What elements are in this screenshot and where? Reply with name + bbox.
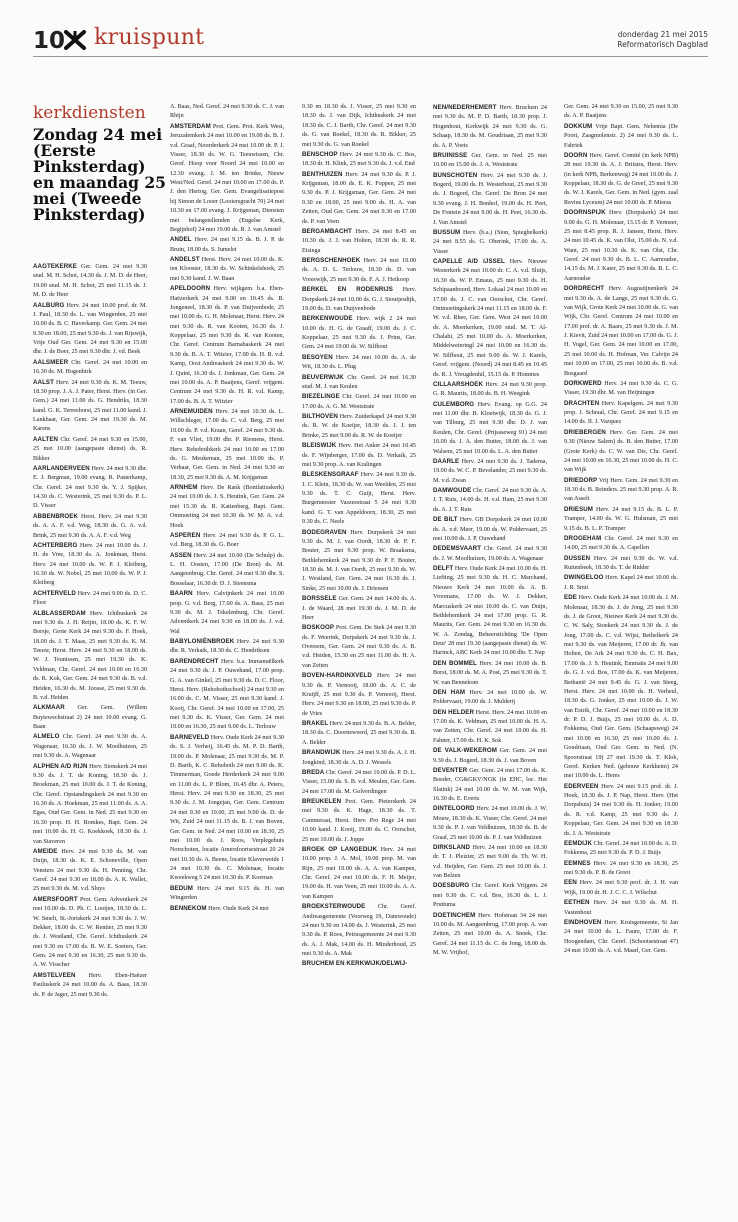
place-name: ACHTERBERG [33, 541, 78, 549]
listing-entry [433, 257, 547, 380]
listing-entry [564, 505, 678, 534]
listing-entry [302, 671, 416, 719]
place-name: ANDEL [170, 236, 192, 244]
place-name: BREUKELEN [302, 798, 342, 805]
place-name: ALMELO [33, 733, 60, 741]
service-details: Herv. 24 mei 9.30 ds. J. Bogerd, 19.00 ds. H. Westerhout, 25 mei 9.30 ds. J. Bogerd, Chr. Geref. De Bron 24 mei 9.30 evang. J. H. Bonhof, 19.00 ds. H. Peet, De Fontein 24 mei 9.00 ds. H. Peet, 16.30 ds. J. Van Amstel [433, 172, 547, 226]
listing-column-3 [302, 103, 416, 1063]
service-details: Herv. Kapel 24 mei 10.00 ds. J. R. Smit [564, 575, 678, 591]
service-details: Herv. Dorpskerk 24 mei 9.30 ds. M. J. van Oordt, 18.30 dr. P. F. Bouter, 25 mei 9.30 prop. W. Braaksma, Bethlehemkerk 24 mei 9.30 dr. P. F. Bouter, 18.30 ds. M. J. van Oordt, 25 mei 9.30 ds. W. J. Westland, Ger. Gem. 24 mei 16.30 ds. J. Sinke, 25 mei 10.00 ds. J. Driessen [302, 529, 416, 592]
service-details: Herv. 24 mei 9.30 ds. M. van Duijn, 18.30 ds. K. E. Schoneville, Open Vensters 24 mei 9.30 ds. H. Penning, Chr. Geref. 24 mei 9.30 en 18.00 ds. A. K. Wallet, 25 mei 9.30 ds. M. v.d. Sluys [33, 848, 147, 893]
place-name: BROEK OP LANGEDIJK [302, 845, 378, 853]
place-name: BILTHOVEN [302, 413, 338, 420]
listing-entry [170, 884, 284, 904]
service-details: Herv. 24 mei 9.30 prof. dr. J. H. van Wijk, 19.00 dr. H. J. C. C. J. Wilschut [564, 880, 678, 896]
service-details: Herv. 24 mei 9.30 ds. A. J. H. Jongkind, 18.30 ds. A. D. J. Wessels [302, 750, 416, 766]
listing-entry [302, 748, 416, 768]
listing-entry [433, 659, 547, 688]
place-name: AMSTELVEEN [33, 971, 76, 979]
place-name: DEN BOMMEL [433, 659, 477, 667]
place-name: CAPELLE A/D IJSSEL [433, 258, 505, 265]
service-details: Chr. Geref. 24 mei 9.30 ds. J. W. Moolhuizen, 19.00 ds. A. Wagenaar [433, 546, 547, 562]
listing-column-5 [564, 103, 678, 1063]
listing-entry [564, 782, 678, 839]
service-details: Herv. Dorpskerk 24 mei 10.00 ds. G. J. Stoutjesdijk, 19.00 ds. D. van Duijvenbode [302, 287, 416, 312]
place-name: EEMNES [564, 859, 591, 867]
listing-entry [433, 544, 547, 564]
listing-entry [433, 746, 547, 766]
cross-logo-icon [64, 30, 86, 50]
service-details: Herst. Herv. 24 mei 10.00 ds. K. ten Klooster, 18.30 ds. W. Schinkelshoek, 25 mei 9.30 kand. J. W. Baan [170, 257, 284, 282]
service-details: Herv. 24 mei 10.30 ds. L. Willschleger, 17.00 ds. C. v.d. Berg, 25 mei 10.00 ds. P. v.d. Kraan, Geref. 24 mei 9.30 ds. F. van Vliet, 19.00 dhr. P. Riemens, Herst. Herv. Rehobothkerk 24 mei 10.00 en 17.00 ds. G. Meukeman, 25 mei 10.00 ds. P. Verhaar, Ger. Gem. in Ned. 24 mei 9.30 en 18.30, 25 mei 9.30 ds. A. M. Krijgsman [170, 409, 284, 481]
listing-entry [302, 150, 416, 170]
service-details: Herv. Ichthuskerk 24 mei 9.30 ds. J. H. Reijm, 18.00 ds. K. F. W. Borsje, Grote Kerk 24 mei 9.30 ds. F. Hoek, 18.00 ds. J. T. Maas, 25 mei 9.30 ds. K. M. Teeuw, Herst. Herv. 24 mei 9.30 en 18.00 ds. W. J. Teunissen, 25 mei 19.30 ds. K. Veldman, Chr. Geref. 24 mei 10.00 en 16.30 ds. R. Kok, Ger. Gem. 24 mei 9.30 ds. B. v.d. Heiden, 16.30 ds. M. Joosse, 25 mei 9.30 ds. B. v.d. Heiden [33, 610, 147, 701]
service-details: Prot. Gem. De Stek 24 mei 9.30 ds. F. Weerink, Dorpskerk 24 mei 9.30 ds. J. Overeem, Ger. Gem. 24 mei 9.30 ds. A. B. v.d. Heiden, 15.30 en 25 mei 11.00 ds. H. A. van Zetten [302, 625, 416, 669]
service-details: Vrij Herv. Gem. 24 mei 9.30 en 18.30 ds. B. Reinders. 25 mei 9.30 prop. A. R. van Asselt [564, 477, 678, 503]
place-name: BORSSELE [302, 595, 337, 603]
listing-entry [302, 353, 416, 373]
service-details: Herv. Ger. Gem. 24 mei 9.30 (Nieuw Salem) ds. B. den Butter, 17.00 (Grote Kerk) ds. C. W. van Dis, Chr. Geref. 24 mei 10.00 en 16.30, 25 mei 10.00 ds. H. C. van Wijk [564, 429, 678, 474]
listing-entry [433, 457, 547, 486]
service-details: Chr. Geref. 24 mei 9.30 ds. A. Wagenaar, 16.30 ds. J. W. Moolhuizen, 25 mei 9.30 ds. A. Wagenaar [33, 734, 147, 760]
listing-entry [433, 708, 547, 747]
place-name: BESOYEN [302, 353, 333, 361]
service-details: Herv. 24 mei 10.00 prop. J. A. Mol, 19.00 prop. M. van Rijn, 25 mei 10.00 ds. A. A. van Kampen, Chr. Geref. 24 mei 10.00 ds. F. H. Meijer, 19.00 ds. H. van Veen, 25 mei 10.00 ds. A. A. van Kampen [302, 846, 416, 900]
listing-entry [433, 380, 547, 400]
listing-entry [433, 881, 547, 910]
place-name: EINDHOVEN [564, 918, 602, 926]
place-name: BRANDWIJK [302, 749, 341, 757]
service-details: Herv. wijkgem. b.a. Eben-Haëzerkerk 24 mei 9.00 en 10.45 ds. B. Jongeneel, 18.30 ds. P. van Duijvenbode, 25 mei 10.00 ds. G. H. Molenaar, Herst. Herv. 24 mei 9.30 ds. R. van Kooten, 16.30 ds. J. Koppelaar, 25 mei 9.30 ds. R. van Kooten, Chr. Geref. Centrum Barnabaskerk 24 mei 9.30 ds. B. A. T. Witzier, 17.00 ds. H. R. v.d. Kamp, Oost Andreaskerk 24 mei 9.30 ds. W. J. Quint, 16.30 ds. J. Jonkman, Ger. Gem. 24 mei 10.00 ds. A. P. Baaijens, Geref. vrijgem. Centrum 24 mei 9.30 ds. H. R. v.d. Kamp, 17.00 ds. B. A. T. Witzier [170, 286, 284, 405]
listing-entry [564, 399, 678, 428]
service-details: Herv. Sionskerk 24 mei 9.30 ds. J. T. de Koning, 18.30 ds. J. Broekman, 25 mei 10.00 ds. J. T. de Koning, Chr. Geref. Opstandingskerk 24 mei 9.30 en 16.30 ds. A. Hoekman, 25 mei 11.00 ds. A. A. Egas, Oud Ger. Gem. in Ned. 25 mei 9.30 en 16.30 prop. H. H. Romkes, Bapt. Gem. 24 mei 10.00 ds. H. G. Koekkoek, 18.30 ds. J. van Staveren [33, 763, 147, 845]
service-details: Herv. Eben-Haëzer Pauluskerk 24 mei 10.00 ds. A. Baas, 18.30 ds. P. de Jager, 25 mei 9.30 ds. [33, 972, 147, 998]
place-name: DRIEBERGEN [564, 428, 606, 436]
place-name: ASPEREN [170, 531, 201, 539]
listing-entry [564, 878, 678, 898]
service-details: Herv. 24 mei 10.00 ds. W. Poldervaart, 19.00 ds. J. Mulderij [433, 689, 547, 706]
service-details: Herv. (b.a.) (Sion, Spieghelkerk) 24 mei 8.55 ds. G. Oberink, 17.00 ds. A. Visser [433, 229, 547, 255]
service-details: Chr. Geref. 24 mei 10.00 en 16.30 ds. M. Hogenbirk [33, 359, 147, 376]
place-name: DORKWERD [564, 379, 602, 387]
place-name: DORDRECHT [564, 285, 605, 293]
place-name: EDERVEEN [564, 782, 599, 790]
listing-entry [433, 228, 547, 257]
place-name: DAARLE [433, 457, 460, 465]
service-details: Herst. Herv. 24 mei 9.30 ds. A. A. F. v.d. Weg, 18.30 ds. G. A. v.d. Brink, 25 mei 9.30 ds. A. A. F. v.d. Weg [33, 513, 147, 539]
listing-entry [170, 483, 284, 531]
place-name: EEMDIJK [564, 839, 592, 847]
place-name: DEDEMSVAART [433, 545, 482, 553]
place-name: AARLANDERVEEN [33, 464, 90, 472]
place-name: APELDOORN [170, 285, 211, 293]
listing-entry [302, 314, 416, 353]
listing-entry [564, 284, 678, 379]
service-details: Herv. 24 mei 9.30 en 18.30, 25 mei 9.30 ds. P. B. de Groot [564, 860, 678, 876]
listing-entry [302, 623, 416, 671]
listing-entry [302, 392, 416, 412]
place-name: DINTELOORD [433, 805, 475, 813]
place-name: DOETINCHEM [433, 911, 476, 919]
service-details: Herv. 24 mei 10.00 ds. J. W. Mouw, 18.30 ds. K. Visser, Chr. Geref. 24 mei 9.30 ds. P. J. van Veldhuizen, 18.30 ds. B. de Graaf, 25 mei 10.00 ds. P. J. van Veldhuizen [433, 806, 547, 841]
listing-entry [170, 589, 284, 637]
listing-entry [564, 428, 678, 476]
listing-entry [302, 256, 416, 285]
service-details: Herv. 24 mei 9.30 dhr. E. J. Bergman, 19.00 evang. R. Pasterkamp, Chr. Geref. 24 mei 9.30 ds. Y. J. Spijker, 14.30 ds. C. Westerink, 25 mei 9.30 ds. P. L. D. Visser [33, 465, 147, 510]
listing-entry [33, 762, 147, 847]
listing-entry [33, 435, 147, 464]
listing-entry [564, 573, 678, 593]
place-name: DOORN [564, 151, 588, 159]
service-details: Herv. 24 mei 9.30 ds. C. G. Visser, 19.30 dhr. M. van Heijningen [564, 380, 678, 397]
place-name: BROEKSTERWOUDE [302, 903, 366, 911]
listing-entry [564, 593, 678, 782]
service-details: Herv. 24 mei 10.00 ds. A. D. L. Terlouw, 18.30 ds. D. van Vreeswijk, 25 mei 9.30 ds. F. A. J. Heikoop [302, 258, 416, 283]
place-name: ABBENBROEK [33, 512, 79, 520]
service-details: Herv. Nieuwe Westerkerk 24 mei 10.00 dr. C. A. v.d. Sluijs, 16.30 ds. W. P. Emaus, 25 mei 9.30 ds. H. Schipaanboord, Herv. Lokaal 24 mei 10.00 en 17.00 ds. J. C. van Oorschot, Chr. Geref. Ontmoetingskerk 24 mei 11.15 en 18.00 ds. F. W. v.d. Rhee, Ger. Gem. West 24 mei 10.00 ds. A. Moerkerken, 19.00 stud. M. T. Al-Chalabi, 25 mei 10.00 ds. A. Moerkerken, Middelweteringl 24 mei 10.00 en 16.30 ds. W. Silfhout, 25 mei 9.00 ds. W. J. Karels, Geref. vrijgem. (Noord) 24 mei 8.45 en 10.45 ds. R. J. Vreugdenhil, 15.15 ds. P. Hommes [433, 259, 547, 378]
listing-entry [33, 971, 147, 1000]
place-name: DOESBURG [433, 882, 470, 890]
place-name: BIEZELINGE [302, 393, 340, 401]
listing-entry [433, 515, 547, 544]
listing-entry [170, 531, 284, 551]
place-name: NEN/NEDERHEMERT [433, 104, 497, 111]
listing-entry [33, 732, 147, 761]
place-name: ACHTERVELD [33, 589, 76, 597]
listing-entry [302, 170, 416, 227]
service-details: Herv. 24 mei 9.30 ds. J. Tadema, 19.00 ds. W. C. P. Bevelander, 25 mei 9.30 ds. M. v.d. Zwan [433, 458, 547, 484]
service-details: Vrije Bapt. Gem. Nehemia (De Poort, Zaagmolenstr. 2) 24 mei 9.30 ds. L. Fabriek [564, 123, 678, 149]
listing-entry [170, 637, 284, 657]
place-name: BOVEN-HARDINXVELD [302, 672, 372, 680]
listing-entry [564, 379, 678, 399]
place-name: AMERSFOORT [33, 895, 78, 903]
listing-entry [564, 122, 678, 151]
service-details: Ger. Gem. in Ned. 25 mei 10.00 en 15.00 ds. J. A. Weststrate [433, 152, 547, 169]
place-name: DAMWOUDE [433, 487, 472, 494]
place-name: BLESKENSGRAAF [302, 471, 359, 479]
service-details: Herv. 24 mei 10.00 prof. dr. M. J. Paul, 18.30 ds. L. van Wingerden, 25 mei 10.00 ds. B. C. Haverkamp. Ger. Gem. 24 mei 9.30 en 18.00, 25 mei 9.30 ds. J. van Rijswijk, Vrije Oud Ger. Gem. 24 mei 9.30 en 15.00 dhr. J. de Boer, 25 mei 9.30 dhr. J. vd. Beek [33, 302, 147, 356]
listing-entry [433, 564, 547, 659]
listing-entry [564, 918, 678, 957]
service-details: Herst. Herv. 24 mei 10.00 en 17.00 ds. K. Veldman, 25 mei 10.00 ds. H. A. van Zetten, Chr. Geref. 24 mei 10.00 ds. H. Fahner, 17.00 ds. H. K. Sok [433, 709, 547, 744]
place-name: BENNEKOM [170, 904, 207, 912]
place-name: AMSTERDAM [170, 122, 211, 130]
listing-entry [302, 227, 416, 256]
service-details: Herv. Oude Kerk 24 mei 9.30 ds. S. J. Verheij, 16.45 ds. M. P. D. Barth, 19.00 ds. P. Molenaar, 25 mei 9.30 ds. M. P. D. Barth, K. C. Rehoboth 24 mei 9.00 ds. K. Timmerman, Goede Herderkerk 24 mei 9.00 en 11.00 ds. L. P. Blom, 16.45 dhr. A. Peters, Herst. Herv. 24 mei 9.30 en 18.30, 25 mei 9.30 ds. J. M. Jongejan, Ger. Gem. Centrum 24 mei 9.30 en 19.00, 25 mei 9.00 ds. D. de Wit, Zuid 24 mei 11.15 ds. B. J. van Boven, Ger. Gem. in Ned. 24 mei 10.00 en 18.30, 25 mei 10.00 ds. J. Roos, Verplegehuis Norschoten, locatie Amersfoortsestraat 20 24 mei 10.30 ds. A. Beens, locatie Klaverweide 1 24 mei 10.30 ds. C. Molenaar, locatie Kweekweg 5 24 mei 10.30 ds. P. Koeman [170, 734, 284, 882]
service-details: Herv. Zuiderkapel 24 mei 9.30 ds. R. W. de Koeijer, 18.30 ds. J. J. ten Brinke, 25 mei 9.00 ds. R. W. de Koeijer [302, 414, 416, 439]
listing-entry [170, 657, 284, 733]
place-name: AAGTEKERKE [33, 263, 77, 270]
service-details: Herv. Geref. Comité (in kerk NPB) 28 mei 19.30 ds. A. J. Britstra, Herst. Herv. (in kerk NPB, Berkenweg) 24 mei 10.00 ds. J. Koppelaar, 18.30 ds. G. de Greef, 25 mei 9.30 ds. W. J. Karels, Ger. Gem. in Ned. (gym. zaal Revius Lyceum) 24 mei 10.00 ds. P. Mieras [564, 152, 678, 206]
place-name: DEVENTER [433, 766, 468, 774]
listing-entry [33, 262, 147, 301]
listing-entry [33, 589, 147, 609]
listing-entry [302, 528, 416, 595]
listing-entry [302, 594, 416, 623]
listing-entry [302, 470, 416, 527]
listing-entry [33, 847, 147, 895]
listing-entry [433, 843, 547, 882]
place-name: BARENDRECHT [170, 657, 219, 665]
service-details: Chr. Geref. 24 mei 10.00 ds. A. D. Fokkema, 25 mei 9.30 ds. P. D. J. Buijs [564, 840, 678, 857]
service-details: Chr. Geref. 24 mei 9.30 en 15.00, 25 mei 10.00 (aangepaste dienst) ds. R. Bikker [33, 436, 147, 462]
service-details: Herv. 24 mei 9.15 prof. dr. J. Hoek, 18.30 ds. J. P. Nap, Herst. Herv. (Het Dorpshuis) 24 mei 9.30 ds. H. Jonker, 19.00 ds. R. v.d. Kamp, 25 mei 9.30 ds. J. Koppelaar, Ger. Gem. 24 mei 9.30 en 18.30 ds. J. A. Weststrate [564, 783, 678, 837]
listing-entry [564, 839, 678, 859]
service-details: Herv. wijk 2 24 mei 10.00 ds. H. G. de Graaff, 19.00 ds. J. C. Koppelaar, 25 mei 9.30 ds. J. Prins, Ger. Gem. 24 mei 19.00 ds. W. Silfhout [302, 316, 416, 351]
place-name: BARNEVELD [170, 733, 210, 741]
service-details: Chr. Geref. Kerk Vrijgem. 24 mei 9.30 ds. C. v.d. Bos, 16.30 ds. L. J. Pruttuma [433, 883, 547, 909]
listing-entry [170, 407, 284, 483]
place-name: AMEIDE [33, 847, 58, 855]
header-rule [33, 56, 708, 57]
service-details: Herv. 24 mei 9.30 dhr. R. Verkaik, 18.30 ds. C. Hendriksen [170, 639, 284, 655]
service-details: Herv. 24 mei 9.30 ds. P. J. Krijgsman, 18.00 ds. E. K. Foppen, 25 mei 9.30 ds. P. J. Krijgsman, Ger. Gem. 24 mei 9.30 en 18.00, 25 mei 9.00 ds. H. A. van Zetten, Oud Ger. Gem. 24 mei 9.30 en 17.00 ds. P. van Veen [302, 171, 416, 225]
place-name: EEN [564, 879, 577, 887]
listing-entry [433, 766, 547, 805]
service-details: Ger. Gem. (Willem Buytewechstraat 2) 24 mei 10.00 evang. G. Baan [33, 705, 147, 730]
headline: Zondag 24 mei (Eerste Pinksterdag) en maandag 25 mei (Tweede Pinksterdag) [33, 125, 166, 224]
service-details: Chr. Geref. 24 mei 9.30 ds. A. J. T. Ruis, 14.00 ds. H. v.d. Ham, 25 mei 9.30 ds. A. J. T. Ruis [433, 488, 547, 513]
listing-entry [302, 845, 416, 902]
place-name: BERKEL EN RODENRIJS [302, 286, 393, 294]
listing-column-4 [433, 103, 547, 1063]
service-details: Prot. Gem. Pieterskerk 24 mei 9.30 ds. K. Hage, 18.30 ds. T. Cammeraat, Herst. Herv. Pro Rege 24 mei 10.00 kand. J. Kooij, 19.00 ds. C. Oorschot, 25 mei 10.00 ds. J. Joppe [302, 799, 416, 843]
service-details: Herv. 24 mei 9.00 ds. D. C. Floor [33, 590, 147, 607]
service-details: Chr. Geref. 24 mei 10.00 ds. P. D. L. Visser, 15.00 ds. S. B. v.d. Meulen, Ger. Gem. 24 mei 17.00 ds. M. Golverdingen [302, 769, 416, 795]
listing-entry [433, 151, 547, 171]
service-details: Herv. Calvijnkerk 24 mei 10.00 prop. G. v.d. Berg, 17.00 ds. A. Baas, 25 mei 9.30 ds. M. J. Tekelenburg, Chr. Geref. Adventkerk 24 mei 9.30 en 18.00 ds. J. v.d. Wal [170, 591, 284, 635]
place-name: BRUINISSE [433, 151, 468, 159]
service-details: Herv. 24 mei 10.00 (De Schulp) ds. L. H. Oosten, 17.00 (De Bron) ds. M. Aangeenbrug, Chr. Geref. 24 mei 9.30 dhr. S. Bosselaar, 16.30 dr. D. J. Steensma [170, 552, 284, 587]
service-details: Chr. Geref. 24 mei 9.30 en 14.00, 25 mei 9.30 ds. A. Capellen [564, 535, 678, 552]
service-details: Herv. 24 mei 9.30 ds. C. Bos, 18.30 dr. H. Klink, 25 mei 9.30 ds. J. v.d. End [302, 151, 416, 168]
place-name: CILLAARSHOEK [433, 380, 483, 388]
service-details: Prot. Gem. Adventkerk 24 mei 10.00 ds. D. Ph. C. Looijen, 18.30 ds. L. W. Smelt, St.-Joriskerk 24 mei 9.30 ds. J. W. Dekker, 18.00 ds. C. W. Rentier, 25 mei 9.30 ds. J. Westland, Chr. Geref. Ichthuskerk 24 mei 9.30 en 17.00 ds. R. W. E. Soeters, Ger. Gem. 24 mei 9.30 en 16.30, 25 mei 9.30 ds. A. W. Visscher [33, 896, 147, 969]
listing-entry [170, 284, 284, 407]
service-details: Herv. 24 mei 10.00 ds. A. de Wit, 18.30 ds. L. Plug [302, 354, 416, 371]
place-name: AALST [33, 378, 54, 386]
place-name: ALKMAAR [33, 704, 65, 712]
issue-date: donderdag 21 mei 2015 [617, 30, 708, 39]
place-name: DE BILT [433, 516, 458, 524]
place-name: ASSEN [170, 551, 192, 559]
place-name: DWINGELOO [564, 574, 604, 582]
listing-entry [302, 103, 416, 150]
listing-entry [433, 486, 547, 515]
service-details: Herv. 24 mei 9.15 ds. B. J. P. de Bruin, 18.00 ds. S. Jumelet [170, 237, 284, 253]
service-details: Herv. 24 mei 8.45 en 10.30 ds. J. J. van Holten, 18.30 ds. R. R. Eisinga [302, 228, 416, 254]
place-name: BERGAMBACHT [302, 227, 352, 235]
service-details: Herv. Hofstraat 34 24 mei 10.00 ds. M. Aangeenbrug, 17.00 prop. A. van Zetten, 25 mei 10.00 ds. A. Snoek, Chr. Geref. 24 mei 11.15 ds. C. de Jong, 18.00 ds. M. W. Vrijhof, [433, 912, 547, 956]
listing-entry [302, 902, 416, 959]
place-name: DELFT [433, 565, 454, 572]
place-name: ALBLASSERDAM [33, 609, 86, 617]
place-name: ALPHEN A/D RIJN [33, 762, 88, 770]
place-name: DEN HAM [433, 688, 466, 696]
listing-entry [302, 797, 416, 845]
service-details: Ger. Gem. 24 mei 14.00 ds. A. J. de Waard, 28 mei 19.30 ds. J. M. D. de Heer [302, 596, 416, 621]
listing-entry [564, 534, 678, 554]
listing-entry [564, 859, 678, 879]
listing-entry [170, 733, 284, 884]
place-name: DIRKSLAND [433, 843, 471, 851]
listing-entry [302, 373, 416, 393]
service-details: Herv. Oude Kerk 24 mei 10.00 ds. J. M. Molenaar, 18.30 ds. J. de Jong, 25 mei 9.30 ds. J. de Groot, Nieuwe Kerk 24 mei 9.30 ds. C. W. Saly, Stoekerk 24 mei 9.30 ds. J. de Jong, 17.00 ds. C. v.d. Wijst, Bethelkerk 24 mei 9.30 ds. van Meijeren, 17.00 dr. Jh. van Holten, De Ark 24 mei 9.30 ds. C. H. Bax, 17.00 ds. J. S. Heutink, Emmaüs 24 mei 9.00 ds. G. J. v.d. Bos, 17.00 ds. K. van Meijeren, Bethanië 24 mei 9.45 ds. G. J. van Steeg, Herst. Herv. 24 mei 10.00 ds. H. Verheul, 18.30 ds. G. Jonker, 25 mei 10.00 ds. J. W. van Estrik, Chr. Geref. 24 mei 10.00 en 18.30 dr. P. D. J. Buijs, 25 mei 10.00 ds. A. D. Fokkema, Oud Ger. Gem. (Schaapsweg) 24 mei 10.00 en 16.30, 25 mei 10.00 ds. J. Goudriaan, Oud Ger. Gem. in Ned. (N. Spoorstraat 19) 27 mei 19.30 ds. T. Klok, Geref. Kerken Ned. (gebouw Kerkheim) 24 mei 10.00 ds. L. Heres [564, 595, 678, 780]
place-name: EETHEN [564, 899, 590, 907]
service-details: Herv. 24 mei 9.15 ds. B. L. P. Tramper, 14.00 ds. W. G. Hulsman, 25 mei 9.15 ds. B. L. P. Tramper [564, 506, 678, 532]
service-details: Chr. Geref. Andreasgemeente (Voorweg 19, Damwoude) 24 mei 9.30 en 14.00 ds. J. Westerink, 25 mei 9.30 ds. P. Roos, Petrusgemeente 24 mei 9.30 ds. A. J. Mak, 14.00 ds. H. Minderhoud, 25 mei 9.30 ds. A. Mak [302, 904, 416, 957]
place-name: BUSSUM [433, 228, 461, 236]
place-name: DROGEHAM [564, 534, 602, 542]
kicker: kerkdiensten [33, 103, 146, 123]
listing-entry [564, 151, 678, 208]
place-name: DOKKUM [564, 122, 593, 130]
service-details: Herv. 24 mei 9.30 ds. P. Vernooij, 18.00 ds. A. C. de Kruijff, 25 mei 9.30 ds. P. Vernooij, Herst. Herv. 24 mei 9.30 en 18.00, 25 mei 9.30 ds. P. de Vries [302, 673, 416, 717]
service-details: Herv. Het Anker 24 mei 10.45 ds. F. Wijnberger, 17.00 ds. D. Verkaik, 25 mei 9.30 prop. A. van Kralingen [302, 443, 416, 468]
listing-entry [33, 464, 147, 512]
service-details: A. Baas, Ned. Geref. 24 mei 9.30 ds. C. J. van Rhijn [170, 104, 284, 120]
publication-name: Reformatorisch Dagblad [617, 40, 708, 49]
service-details: Herv. Augustijnenkerk 24 mei 9.30 ds. A. de Lange, 25 mei 9.30 ds. G. van Wijk, Grote Kerk 24 mei 10.00 ds. G. van Wijk, Chr. Geref. Centrum 24 mei 10.00 en 17.00 prof. dr. A. Baars, 25 mei 9.30 ds. J. M. J. Kievit, Zuid 24 mei 10.00 en 17.00 ds. G. J. H. Vogel, Ger. Gem. 24 mei 10.00 en 17.00, 25 mei 10.00 ds. H. Hofman, Ver. Calvijn 24 mei 10.00 en 17.00, 25 mei 10.00 ds. B. v.d. Bosgaard [564, 286, 678, 377]
place-name: BRAKEL [302, 720, 329, 727]
listing-entry [302, 412, 416, 441]
place-name: EDE [564, 594, 577, 602]
listing-entry [170, 103, 284, 122]
service-details: Herv. Oude Kerk 24 mei [208, 905, 269, 912]
service-details: Herv. Evang. op G.G. 24 mei 11.00 dhr. B. Kloetwijk, 18.30 ds. G. J. van Tilburg, 25 mei 9.30 dhr. D. J. van Keulen, Chr. Geref. (Prijssseweg 91) 24 mei 10.00 ds. J. A. den Butter, 18.00 ds. J. van Walsem, 25 mei 10.00 ds. L. A. den Butter [433, 401, 547, 455]
service-details: Herv. De Rank (Bonifatiuskerk) 24 mei 10.00 ds. J. S. Heutink, Ger. Gem. 24 mei 15.30 ds. R. Kattenberg, Bapt. Gem. Ontmoeting 24 mei 10.30 ds. W. M. A. v.d. Hoek [170, 485, 284, 529]
service-details: Herv. 24 mei 10.00 ds. B. Borst, 18.00 ds. M. A. Post, 25 mei 9.30 ds. T. W. van Bennekom [433, 660, 547, 686]
place-name: BLEISWIJK [302, 442, 337, 450]
listing-entry [564, 476, 678, 505]
listing-column-2 [170, 103, 284, 1063]
listing-column-1 [33, 262, 147, 1222]
listing-entry [170, 551, 284, 590]
place-name: BABYLONIËNBROEK [170, 638, 235, 645]
place-name: ARNHEM [170, 484, 198, 491]
listing-entry [33, 301, 147, 358]
listing-entry [302, 768, 416, 797]
place-name: DEN HELDER [433, 708, 475, 716]
listing-entry [433, 103, 547, 151]
place-name: ARNEMUIDEN [170, 408, 213, 415]
listing-entry [170, 255, 284, 284]
service-details: Prot. Gem. Prot. Kerk West, Jeruzalemkerk 24 mei 10.00 en 19.00 ds. B. J. v.d. Graaf, Noorderkerk 24 mei 10.00 dr. P. J. Visser, 18.30 ds. W. G. Teeuwissen, Chr. Geref. Hoop voor Noord 24 mei 10.00 en 12.30 evang. J. M. ten Brinke, Nieuw West/Ned. Geref. 24 mei 10.00 en 17.00 ds. P. J. den Hertog, Ger. Gem. Evangelisatiepost bij Simon de Looer (Looiersgracht 70) 24 mei 10.30 en 17.00 evang. J. Krijgsman, Diensten met belangstellenden (Engelse Kerk, Begijnhof) 24 mei 19.00 ds. R. J. van Amstel [170, 123, 284, 233]
service-details: Herv. 24 mei 9.30 ds. W. v.d. Ruitenbeek, 18.30 ds. T. de Ridder [564, 555, 678, 571]
place-name: DE VALK-WEKEROM [433, 747, 497, 755]
listing-entry [33, 703, 147, 732]
listing-entry [433, 911, 547, 959]
listing-entry [302, 959, 416, 969]
place-name: BERGSCHENHOEK [302, 257, 361, 264]
place-name: AALBURG [33, 301, 65, 309]
place-name: BEUVERWIJK [302, 373, 344, 381]
service-details: Herv. 24 mei 9.30 ds. K. M. Teeuw, 18.30 prop. J. A. J. Pater, Herst. Herv. (in Ger. Gem.) 24 mei 11.00 ds. G. Hendriks, 18.30 kand. G. K. Terreehorst, 25 mei 11.00 kand. J. Lankhaar, Ger. Gem. 24 mei 19.30 ds. M. Karens [33, 379, 147, 433]
service-details: Ger. Gem. 24 mei 9.30 ds. J. Bogerd, 18.30 ds. J. van Boven [433, 748, 547, 764]
place-name: BREDA [302, 768, 325, 776]
listing-entry [170, 904, 284, 914]
listing-entry [433, 400, 547, 457]
place-name: BENSCHOP [302, 150, 338, 158]
service-details: Herv. 24 mei 10.00 en 18.30 dr. T. J. Pleizier, 25 mei 9.00 ds. Th. W. H. v.d. Heijden, Ger. Gem. 25 mei 10.00 ds. J. van Belzen [433, 844, 547, 879]
listing-entry [170, 122, 284, 236]
place-name: BAARN [170, 590, 193, 598]
listing-entry [302, 285, 416, 314]
place-name: BENTHUIZEN [302, 170, 343, 178]
place-name: DRIEDORP [564, 476, 598, 484]
listing-entry [433, 171, 547, 228]
service-details: Chr. Geref. 24 mei 10.00 en 17.00 ds. A. G. M. Weststrate [302, 394, 416, 410]
service-details: Herv. 24 mei 10.00 ds. J. H. de Vree, 18.30 ds. A. Jonkman, Herst. Herv. 24 mei 10.00 ds. W. P. J. Kleiberg, 16.30 ds. W. Nobel, 25 mei 10.00 ds. W. P. J. Kleiberg [33, 542, 147, 587]
listing-entry [302, 719, 416, 748]
place-name: DRIESUM [564, 505, 594, 513]
listing-entry [564, 208, 678, 284]
service-details: Herv. Kruisgemeente, St Jan 24 mei 10.00 ds. L. Faure, 17.00 dr. F. Hoogendam, Chr. Geref. (Schootsestraat 47) 24 mei 10.00 ds. A. v.d. Maarl, Ger. Gem. [564, 919, 678, 954]
section-title: kruispunt [94, 25, 205, 50]
service-details: Herv. 24 mei 9.15 ds. H. van Wingerden [170, 885, 284, 902]
listing-entry [433, 688, 547, 708]
page-header [0, 0, 738, 60]
listing-entry [33, 358, 147, 378]
service-details: Herv. (Dorpskerk) 24 mei 9.00 ds. G. H. Molenaar, 13.15 dr. P. Vermeer, 25 mei 8.45 prop. R. J. Jansen, Herst. Herv. 24 mei 10.45 ds. K. van Olst, 15.00 ds. N. v.d. Want, 25 mei 10.30 ds. K. van Olst, Chr. Geref. 24 mei 9.30 ds. B. L. C. Aarnoudse, 14.15 ds. M. J. Kater, 25 mei 9.30 ds. B. L. C. Aarnoudse [564, 210, 678, 282]
service-details: Chr. Geref. 24 mei 16.30 stud. M. J. van Keulen [302, 374, 416, 390]
service-details: Herv. 24 mei 9.30 prop. G. R. Maurits, 18.00 ds. B. H. Weegink [433, 381, 547, 398]
service-details: Ger. Gem. 24 mei 17.00 ds. K. Boeder, CG&GKV/NGK (in EHC, loc. Het Slatink) 24 mei 10.00 ds. W. M. van Wijk, 16.30 ds. E. Everts [433, 767, 547, 802]
listing-entry [33, 541, 147, 589]
listing-entry [33, 512, 147, 541]
listing-entry [564, 554, 678, 574]
service-details: Herv. 24 mei 9.30 ds. J. C. Klein, 18.30 ds. W. van Weelden, 25 mei 9.30 ds. T. C. Guijt, Herst. Herv. Burgemeester Vaszeestraat 5 24 mei 9.30 kand. G. T. van Appeldoorn, 18.30, 25 mei 9.30 ds. C. Neele [302, 472, 416, 526]
place-name: DOORNSPIJK [564, 209, 606, 217]
place-name: BODEGRAVEN [302, 528, 347, 536]
place-name: BERKENWOUDE [302, 315, 353, 323]
listing-entry [302, 441, 416, 470]
listing-entry [433, 804, 547, 843]
listing-entry [33, 895, 147, 971]
listing-entry [33, 378, 147, 435]
place-name: BEDUM [170, 884, 194, 892]
service-details: Ger. Gem. 24 mei 9.30 en 15.00, 25 mei 9.30 ds. A. P. Baaijens [564, 104, 678, 120]
service-details: Herv. GB Dorpskerk 24 mei 10.00 ds. A. v.d. Meer, 19.00 ds. W. Poldervaart, 25 mei 10.00 ds. J. P. Ouwehand [433, 517, 547, 542]
listing-entry [564, 898, 678, 918]
place-name: BOSKOOP [302, 624, 335, 632]
listing-entry [33, 609, 147, 704]
service-details: Herv. Bruchem 24 mei 9.30 ds. M. P. D. Barth, 18.30 prop. J. Hogenhout, Kerkwijk 24 mei 9.30 ds. G. Schaap, 18.30 ds. M. Goudriaan, 25 mei 9.30 ds. A. P. Voets [433, 105, 547, 149]
listing-entry [170, 235, 284, 255]
service-details: Herv. b.a. Immanuëlkerk 24 mei 9.30 ds. J. P. Ouwehand, 17.00 prop. G. A. van Ginkel, 25 mei 9.30 ds. D. C. Floor, Herst. Herv. (Rehobothschool) 24 mei 9.30 en 16.00 ds. C. M. Visser, 25 mei 9.30 kand. J. Kooij, Chr. Geref. 24 mei 10.00 en 17.00, 25 mei 9.30 ds. K. Visser, Ger. Gem. 24 mei 10.00 en 16.30, 25 mei 9.00 ds. L. Terlouw [170, 658, 284, 731]
page-number: 10 [33, 28, 66, 54]
service-details: 9.30 en 18.30 ds. J. Visser, 25 mei 9.30 en 18.30 ds. J. van Dijk, Ichthuskerk 24 mei 18.30 ds. C. J. Barth, Chr. Geref. 24 mei 9.30 ds. G. van Roekel, 18.30 ds. R. Bikker, 25 mei 9.30 ds. G. van Roekel [302, 104, 416, 148]
service-details: Herv. 24 mei 9.30 ds. M. H. Vastenhout [564, 900, 678, 916]
place-name: ANDELST [170, 256, 200, 263]
service-details: Herv. Oude Kerk 24 mei 10.00 ds. H. Liefting, 25 mei 9.30 ds. H. C. Marchand, Nieuwe Kerk 24 mei 10.00 ds. A. B. Vroomans, 17.00 ds. W. J. Dekker, Marcuskerk 24 mei 10.00 ds. C. van Duijn, Bethlehemkerk 24 mei 17.00 prop. G. R. Maurits, Ger. Gem. 24 mei 9.30 en 16.30 ds. W. A. Zondag, Beheerstichting 'De Open Deur' 28 mei 19.30 (aangepaste dienst) ds. W. Harinck, ABC Kerk 24 mei 10.00 dhr. T. Nap [433, 566, 547, 657]
date-publication [617, 30, 708, 50]
service-details: Herv. Kapelgem. 24 mei 9.30 prop. J. Schraal, Chr. Geref. 24 mei 9.15 en 14.00 ds. II. J. Vazquez [564, 400, 678, 426]
place-name: CULEMBORG [433, 400, 475, 408]
listing-entry [564, 103, 678, 122]
service-details: Ger. Gem. 24 mei 9.30 stud. M. H. Schot, 14.30 ds. J. M. D. de Heer, 19.00 stud. M. H. Schot, 25 mei 11.15 ds. J. M. D. de Heer [33, 264, 147, 299]
place-name: AALSMEER [33, 358, 69, 366]
service-details: Herv. 24 mei 9.30 ds. B. A. Belder, 18.30 ds. C. Doorneweerd, 25 mei 9.30 ds. B. A. Belder [302, 721, 416, 746]
place-name: BUNSCHOTEN [433, 171, 478, 179]
place-name: BRUCHEM EN KERKWIJK/DELWIJ- [302, 960, 408, 968]
service-details: Herv. 24 mei 9.30 ds. P. G. L. v.d. Berg, 18.30 ds. G. Boer [170, 532, 284, 549]
place-name: DUSSEN [564, 554, 591, 562]
place-name: AALTEN [33, 435, 59, 443]
place-name: DRACHTEN [564, 399, 600, 407]
